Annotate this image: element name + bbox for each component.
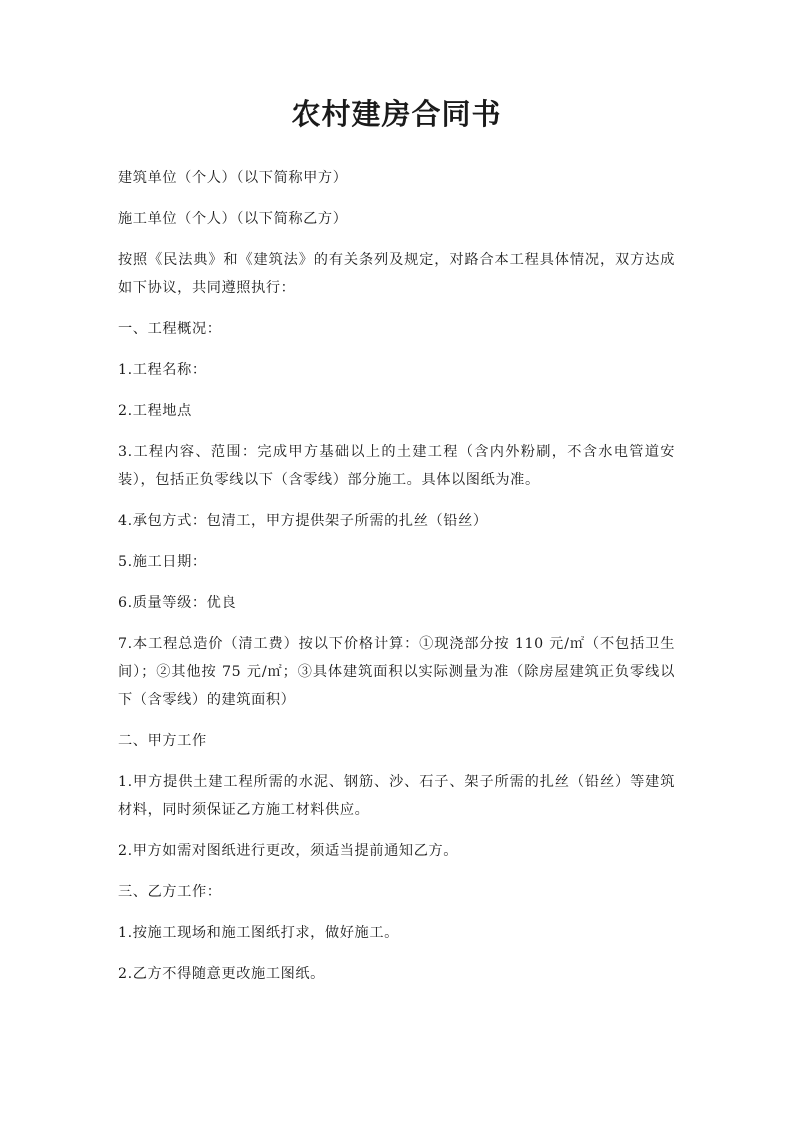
party-b-line: 施工单位（个人）（以下简称乙方） <box>118 211 348 227</box>
document-title: 农村建房合同书 <box>291 97 502 131</box>
clause-1-3: 3.工程内容、范围：完成甲方基础以上的土建工程（含内外粉刷，不含水电管道安装），包括正负零线以下（含零线）部分施工。具体以图纸为准。 <box>118 444 675 488</box>
clause-2-2: 2.甲方如需对图纸进行更改，须适当提前通知乙方。 <box>118 843 459 859</box>
clause-2-1: 1.甲方提供土建工程所需的水泥、钢筋、沙、石子、架子所需的扎丝（铅丝）等建筑材料，同时须保证乙方施工材料供应。 <box>118 774 675 818</box>
party-a-line: 建筑单位（个人）（以下简称甲方） <box>118 170 348 186</box>
clause-1-7: 7.本工程总造价（清工费）按以下价格计算：①现浇部分按 110 元/㎡（不包括卫生间）；②其他按 75 元/㎡；③具体建筑面积以实际测量为准（除房屋建筑正负零线以下（含零线）的建筑面积） <box>118 636 675 708</box>
clause-3-1: 1.按施工现场和施工图纸打求，做好施工。 <box>118 925 399 941</box>
clause-1-1: 1.工程名称： <box>118 362 207 378</box>
clause-1-5: 5.施工日期： <box>118 554 207 570</box>
clause-1-6: 6.质量等级：优良 <box>118 595 237 611</box>
preamble: 按照《民法典》和《建筑法》的有关条列及规定，对路合本工程具体情况，双方达成如下协议，共同遵照执行： <box>118 252 675 296</box>
section-heading-2: 二、甲方工作 <box>118 733 207 749</box>
clause-1-2: 2.工程地点 <box>118 403 192 419</box>
section-heading-1: 一、工程概况： <box>118 321 222 337</box>
clause-1-4: 4.承包方式：包清工，甲方提供架子所需的扎丝（铅丝） <box>118 513 488 529</box>
clause-3-2: 2.乙方不得随意更改施工图纸。 <box>118 966 325 982</box>
section-heading-3: 三、乙方工作： <box>118 884 222 900</box>
